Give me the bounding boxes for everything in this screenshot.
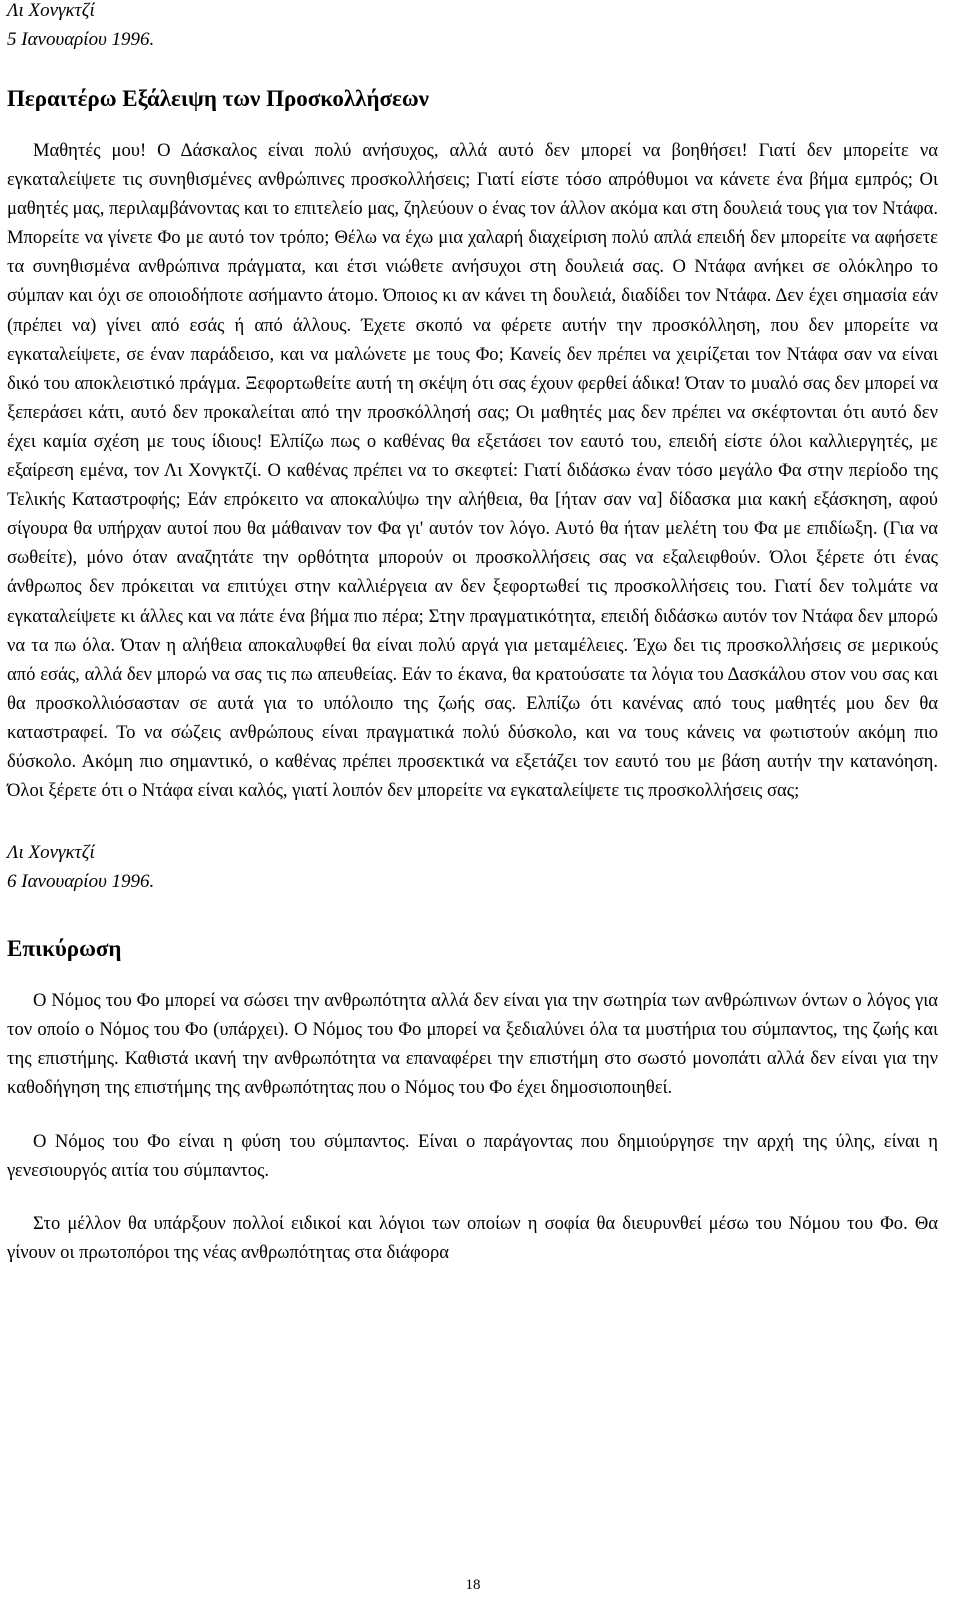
article-body-paragraph [7, 136, 938, 805]
signature-author: Λι Χονγκτζί [7, 0, 95, 21]
section-paragraph-text: Ο Νόμος του Φο είναι η φύση του σύμπαντος. Είναι ο παράγοντας που δημιούργησε την αρχή της ύλης, είναι η γενεσιουργός αιτία του σύμπαντος. [7, 1130, 938, 1181]
signature-date: 5 Ιανουαρίου 1996. [7, 29, 155, 50]
section-title: Επικύρωση [7, 936, 122, 962]
signature-date: 6 Ιανουαρίου 1996. [7, 871, 155, 893]
page-number: 18 [465, 1577, 481, 1593]
section-paragraph [7, 986, 938, 1102]
article-title: Περαιτέρω Εξάλειψη των Προσκολλήσεων [7, 86, 429, 111]
top-signature [7, 0, 938, 54]
signature-author: Λι Χονγκτζί [7, 842, 95, 864]
section-paragraph-text: Στο μέλλον θα υπάρξουν πολλοί ειδικοί και λόγιοι των οποίων η σοφία θα διευρυνθεί μέσω του Νόμου του Φο. Θα γίνουν οι πρωτοπόροι της νέας ανθρωπότητας στα διάφορα [7, 1212, 938, 1263]
bottom-signature [7, 838, 938, 896]
section-paragraph [7, 1209, 938, 1267]
section-paragraph-text: Ο Νόμος του Φο μπορεί να σώσει την ανθρωπότητα αλλά δεν είναι για την σωτηρία των ανθρώπινων όντων ο λόγος για τον οποίο ο Νόμος του Φο (υπάρχει). Ο Νόμος του Φο μπορεί να ξεδιαλύνει όλα τα μυστήρια του σύμπαντος, της ζωής και της επιστήμης. Καθιστά ικανή την ανθρωπότητα να επαναφέρει την επιστήμη στο σωστό μονοπάτι αλλά δεν είναι για την καθοδήγηση της επιστήμης της ανθρωπότητας που ο Νόμος του Φο έχει δημοσιοποιηθεί. [7, 990, 938, 1099]
document-page [7, 0, 938, 1267]
section-paragraph [7, 1127, 938, 1185]
article-body-text: Μαθητές μου! Ο Δάσκαλος είναι πολύ ανήσυχος, αλλά αυτό δεν μπορεί να βοηθήσει! Γιατί δεν μπορείτε να εγκαταλείψετε τις συνηθισμένες ανθρώπινες προσκολλήσεις; Γιατί είστε τόσο απρόθυμοι να κάνετε ένα βήμα εμπρός; Οι μαθητές μας, περιλαμβάνοντας και το επιτελείο μας, ζηλεύουν ο ένας τον άλλον ακόμα και στη δουλειά τους για τον Ντάφα. Μπορείτε να γίνετε Φο με αυτό τον τρόπο; Θέλω να έχω μια χαλαρή διαχείριση πολύ απλά επειδή δεν μπορείτε να αφήσετε τα συνηθισμένα ανθρώπινα πράγματα, και έτσι νιώθετε ανήσυχοι στη δουλειά σας. Ο Ντάφα ανήκει σε ολόκληρο το σύμπαν και όχι σε οποιοδήποτε ασήμαντο άτομο. Όποιος κι αν κάνει τη δουλειά, διαδίδει τον Ντάφα. Δεν έχει σημασία εάν (πρέπει να) γίνει από εσάς ή από άλλους. Έχετε σκοπό να φέρετε αυτήν την προσκόλληση, που δεν μπορείτε να εγκαταλείψετε, σε έναν παράδεισο, και να μαλώνετε με τους Φο; Κανείς δεν πρέπει να χειρίζεται τον Ντάφα σαν να είναι δικό του αποκλειστικό πράγμα. Ξεφορτωθείτε αυτή τη σκέψη ότι σας έχουν φερθεί άδικα! Όταν το μυαλό σας δεν μπορεί να ξεπεράσει κάτι, αυτό δεν προκαλείται από την προσκόλλησή σας; Οι μαθητές μας δεν πρέπει να σκέφτονται ότι αυτό δεν έχει καμία σχέση με τους ίδιους! Ελπίζω πως ο καθένας θα εξετάσει τον εαυτό του, επειδή είστε όλοι καλλιεργητές, με εξαίρεση εμένα, τον Λι Χονγκτζί. Ο καθένας πρέπει να το σκεφτεί: Γιατί διδάσκω έναν τόσο μεγάλο Φα στην περίοδο της Τελικής Καταστροφής; Εάν επρόκειτο να αποκαλύψω την αλήθεια, θα [ήταν σαν να] δίδασκα μια κακή εξάσκηση, αφού σίγουρα θα υπήρχαν αυτοί που θα μάθαιναν τον Φα γι' αυτόν τον λόγο. Αυτό θα ήταν μελέτη του Φα με επιδίωξη. (Για να σωθείτε), μόνο όταν αναζητάτε την ορθότητα μπορούν οι προσκολλήσεις σας να εξαλειφθούν. Όλοι ξέρετε ότι ένας άνθρωπος δεν πρόκειται να επιτύχει στην καλλιέργεια αν δεν ξεφορτωθεί τις προσκολλήσεις του. Γιατί δεν τολμάτε να εγκαταλείψετε κι άλλες και να πάτε ένα βήμα πιο πέρα; Στην πραγματικότητα, επειδή διδάσκω αυτόν τον Ντάφα δεν μπορώ να τα πω όλα. Όταν η αλήθεια αποκαλυφθεί θα είναι πολύ αργά για μεταμέλειες. Έχω δει τις προσκολλήσεις σε μερικούς από εσάς, αλλά δεν μπορώ να σας τις πω απευθείας. Εάν το έκανα, θα κρατούσατε τα λόγια του Δασκάλου στον νου σας και θα προσκολλιόσασταν σε αυτά για το υπόλοιπο της ζωής σας. Ελπίζω ότι κανένας από τους μαθητές μου δεν θα καταστραφεί. Το να σώζεις ανθρώπους είναι πραγματικά πολύ δύσκολο, και να τους κάνεις να φωτιστούν ακόμη πιο δύσκολο. Ακόμη πιο σημαντικό, ο καθένας πρέπει προσεκτικά να εξετάζει τον εαυτό του με βάση αυτήν την κατανόηση. Όλοι ξέρετε ότι ο Ντάφα είναι καλός, γιατί λοιπόν δεν μπορείτε να εγκαταλείψετε τις προσκολλήσεις σας; [7, 140, 938, 802]
